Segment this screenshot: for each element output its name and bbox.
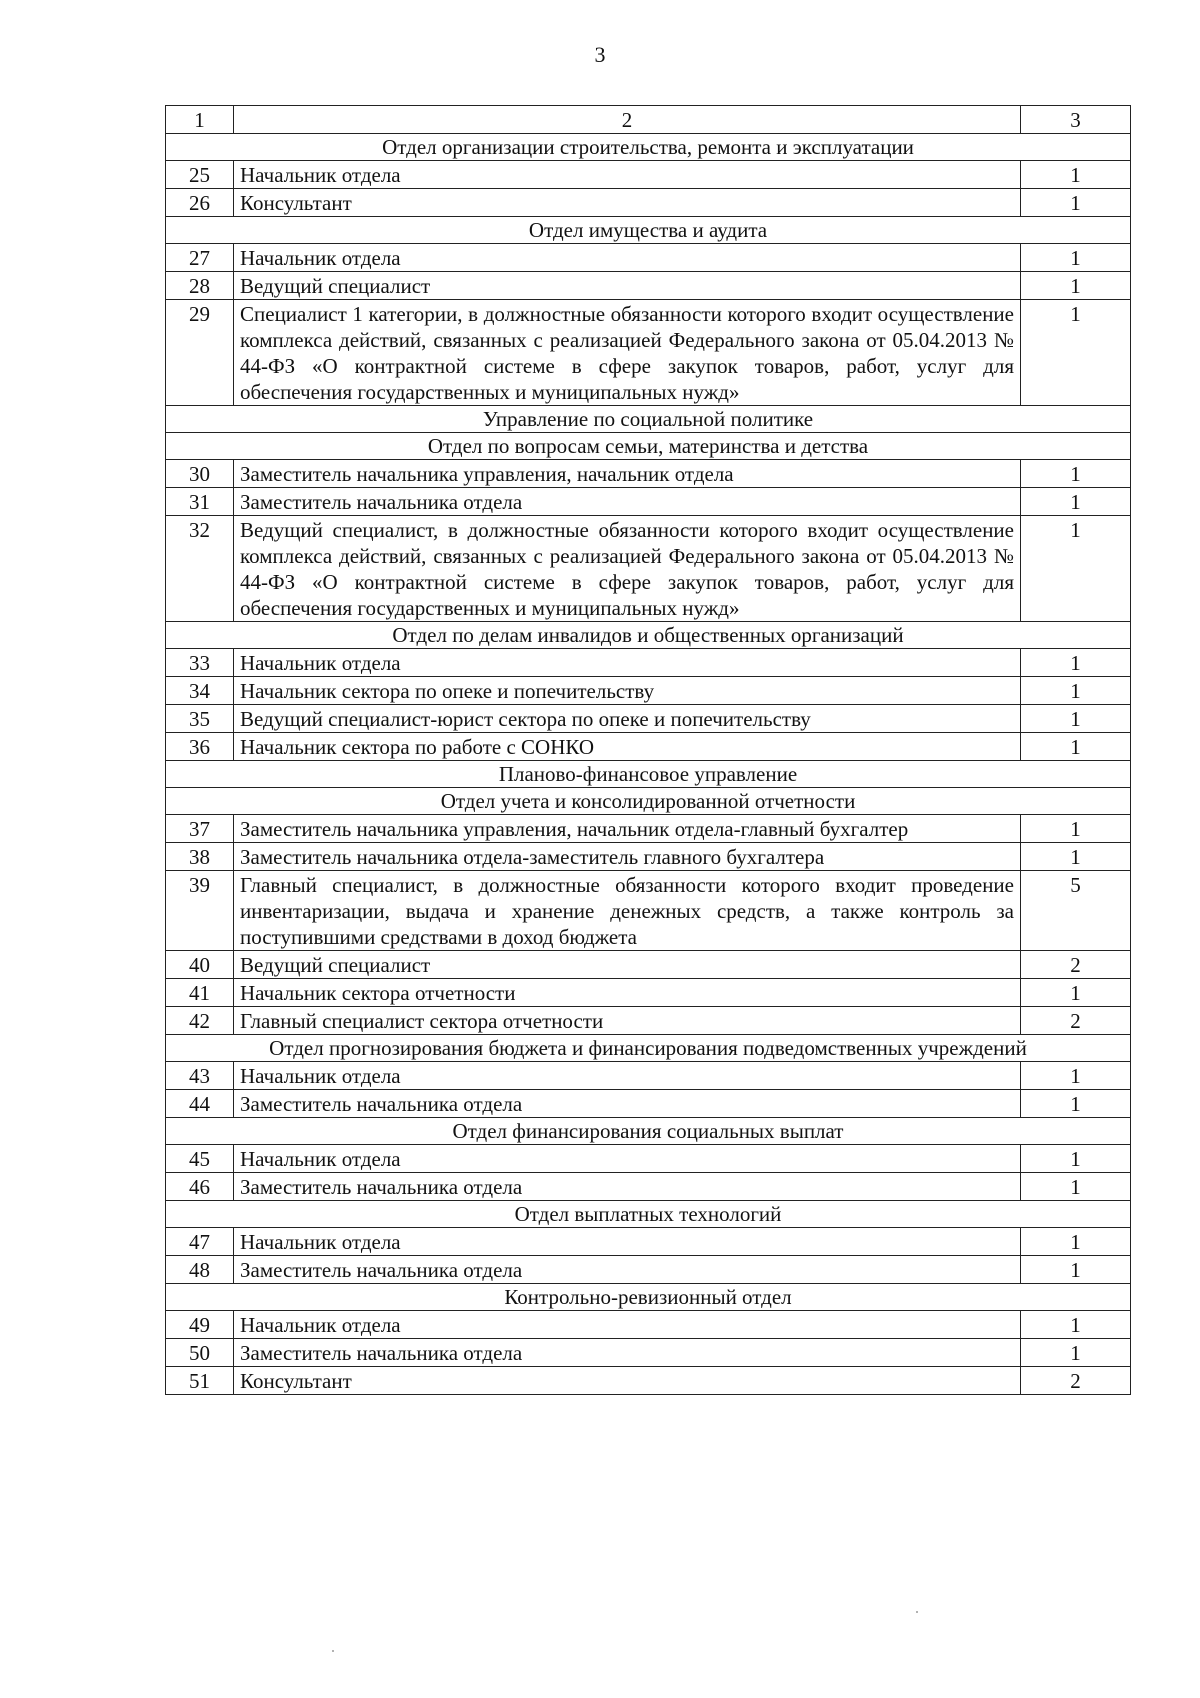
position-row	[166, 871, 1131, 951]
position-row	[166, 951, 1131, 979]
position-row	[166, 1145, 1131, 1173]
position-count: 1	[1021, 300, 1131, 406]
position-count: 1	[1021, 460, 1131, 488]
position-row	[166, 488, 1131, 516]
position-count: 1	[1021, 1090, 1131, 1118]
section-header-row	[166, 1118, 1131, 1145]
position-row	[166, 516, 1131, 622]
position-count: 1	[1021, 488, 1131, 516]
section-header-row	[166, 761, 1131, 788]
header-col-number: 1	[166, 106, 234, 134]
row-number: 51	[166, 1367, 234, 1395]
section-title: Отдел по делам инвалидов и общественных организаций	[166, 622, 1131, 649]
row-number: 28	[166, 272, 234, 300]
table-body	[166, 106, 1131, 1395]
position-title: Начальник отдела	[234, 1062, 1021, 1090]
row-number: 33	[166, 649, 234, 677]
row-number: 40	[166, 951, 234, 979]
section-title: Отдел выплатных технологий	[166, 1201, 1131, 1228]
page-number: 3	[594, 42, 606, 67]
position-title: Заместитель начальника отдела	[234, 488, 1021, 516]
position-title: Заместитель начальника отдела	[234, 1339, 1021, 1367]
position-row	[166, 1062, 1131, 1090]
row-number: 31	[166, 488, 234, 516]
section-header-row	[166, 1284, 1131, 1311]
position-row	[166, 189, 1131, 217]
section-header-row	[166, 406, 1131, 433]
position-title: Заместитель начальника отдела-заместитель главного бухгалтера	[234, 843, 1021, 871]
header-col-title: 2	[234, 106, 1021, 134]
row-number: 46	[166, 1173, 234, 1201]
position-count: 1	[1021, 1062, 1131, 1090]
position-count: 1	[1021, 244, 1131, 272]
position-count: 1	[1021, 1339, 1131, 1367]
section-title: Отдел по вопросам семьи, материнства и детства	[166, 433, 1131, 460]
position-count: 1	[1021, 161, 1131, 189]
section-title: Отдел организации строительства, ремонта и эксплуатации	[166, 134, 1131, 161]
section-title: Планово-финансовое управление	[166, 761, 1131, 788]
section-header-row	[166, 622, 1131, 649]
position-title: Начальник отдела	[234, 649, 1021, 677]
position-row	[166, 272, 1131, 300]
position-row	[166, 649, 1131, 677]
position-title: Начальник отдела	[234, 1228, 1021, 1256]
position-count: 1	[1021, 516, 1131, 622]
position-row	[166, 677, 1131, 705]
position-title: Специалист 1 категории, в должностные обязанности которого входит осуществление комплекса действий, связанных с реализацией Федерального закона от 05.04.2013 № 44-ФЗ «О контрактной системе в сфере закупок товаров, работ, услуг для обеспечения государственных и муниципальных нужд»	[234, 300, 1021, 406]
position-count: 1	[1021, 189, 1131, 217]
section-header-row	[166, 134, 1131, 161]
row-number: 25	[166, 161, 234, 189]
section-header-row	[166, 1201, 1131, 1228]
position-count: 1	[1021, 272, 1131, 300]
row-number: 26	[166, 189, 234, 217]
position-title: Ведущий специалист	[234, 951, 1021, 979]
position-title: Ведущий специалист	[234, 272, 1021, 300]
row-number: 38	[166, 843, 234, 871]
position-row	[166, 1173, 1131, 1201]
row-number: 34	[166, 677, 234, 705]
position-row	[166, 1090, 1131, 1118]
row-number: 37	[166, 815, 234, 843]
header-col-count: 3	[1021, 106, 1131, 134]
section-header-row	[166, 217, 1131, 244]
position-count: 1	[1021, 677, 1131, 705]
position-count: 1	[1021, 979, 1131, 1007]
position-row	[166, 705, 1131, 733]
staff-positions-table	[165, 105, 1131, 1395]
section-title: Контрольно-ревизионный отдел	[166, 1284, 1131, 1311]
row-number: 30	[166, 460, 234, 488]
position-row	[166, 1228, 1131, 1256]
section-title: Отдел финансирования социальных выплат	[166, 1118, 1131, 1145]
section-title: Управление по социальной политике	[166, 406, 1131, 433]
position-count: 1	[1021, 733, 1131, 761]
position-title: Начальник сектора отчетности	[234, 979, 1021, 1007]
section-title: Отдел учета и консолидированной отчетности	[166, 788, 1131, 815]
position-row	[166, 979, 1131, 1007]
row-number: 47	[166, 1228, 234, 1256]
position-row	[166, 1256, 1131, 1284]
position-title: Начальник отдела	[234, 1311, 1021, 1339]
row-number: 36	[166, 733, 234, 761]
section-header-row	[166, 788, 1131, 815]
row-number: 43	[166, 1062, 234, 1090]
position-title: Заместитель начальника управления, начальник отдела	[234, 460, 1021, 488]
position-title: Начальник сектора по опеке и попечительству	[234, 677, 1021, 705]
position-count: 1	[1021, 1256, 1131, 1284]
position-count: 1	[1021, 1145, 1131, 1173]
row-number: 44	[166, 1090, 234, 1118]
position-title: Заместитель начальника отдела	[234, 1173, 1021, 1201]
row-number: 27	[166, 244, 234, 272]
position-title: Ведущий специалист, в должностные обязанности которого входит осуществление комплекса действий, связанных с реализацией Федерального закона от 05.04.2013 № 44-ФЗ «О контрактной системе в сфере закупок товаров, работ, услуг для обеспечения государственных и муниципальных нужд»	[234, 516, 1021, 622]
position-title: Заместитель начальника отдела	[234, 1090, 1021, 1118]
row-number: 48	[166, 1256, 234, 1284]
row-number: 35	[166, 705, 234, 733]
position-title: Консультант	[234, 1367, 1021, 1395]
position-title: Начальник отдела	[234, 161, 1021, 189]
position-title: Начальник сектора по работе с СОНКО	[234, 733, 1021, 761]
position-row	[166, 300, 1131, 406]
section-header-row	[166, 433, 1131, 460]
position-count: 1	[1021, 843, 1131, 871]
row-number: 32	[166, 516, 234, 622]
position-row	[166, 1311, 1131, 1339]
position-title: Главный специалист сектора отчетности	[234, 1007, 1021, 1035]
position-row	[166, 815, 1131, 843]
position-count: 1	[1021, 705, 1131, 733]
position-row	[166, 161, 1131, 189]
position-row	[166, 1339, 1131, 1367]
position-title: Заместитель начальника отдела	[234, 1256, 1021, 1284]
position-row	[166, 460, 1131, 488]
position-count: 1	[1021, 1173, 1131, 1201]
position-count: 1	[1021, 649, 1131, 677]
row-number: 41	[166, 979, 234, 1007]
position-count: 1	[1021, 1228, 1131, 1256]
row-number: 39	[166, 871, 234, 951]
position-count: 2	[1021, 1367, 1131, 1395]
position-row	[166, 1367, 1131, 1395]
position-title: Консультант	[234, 189, 1021, 217]
position-row	[166, 733, 1131, 761]
position-title: Заместитель начальника управления, начальник отдела-главный бухгалтер	[234, 815, 1021, 843]
section-header-row	[166, 1035, 1131, 1062]
table-header-row	[166, 106, 1131, 134]
position-title: Начальник отдела	[234, 1145, 1021, 1173]
scan-speck	[916, 1611, 918, 1613]
section-title: Отдел имущества и аудита	[166, 217, 1131, 244]
position-count: 2	[1021, 1007, 1131, 1035]
row-number: 45	[166, 1145, 234, 1173]
section-title: Отдел прогнозирования бюджета и финансирования подведомственных учреждений	[166, 1035, 1131, 1062]
row-number: 50	[166, 1339, 234, 1367]
position-count: 2	[1021, 951, 1131, 979]
position-title: Ведущий специалист-юрист сектора по опеке и попечительству	[234, 705, 1021, 733]
position-count: 1	[1021, 1311, 1131, 1339]
position-count: 1	[1021, 815, 1131, 843]
position-row	[166, 843, 1131, 871]
position-title: Начальник отдела	[234, 244, 1021, 272]
row-number: 49	[166, 1311, 234, 1339]
position-title: Главный специалист, в должностные обязанности которого входит проведение инвентаризации, выдача и хранение денежных средств, а также контроль за поступившими средствами в доход бюджета	[234, 871, 1021, 951]
position-count: 5	[1021, 871, 1131, 951]
position-row	[166, 1007, 1131, 1035]
position-row	[166, 244, 1131, 272]
row-number: 29	[166, 300, 234, 406]
scan-speck	[332, 1650, 334, 1652]
row-number: 42	[166, 1007, 234, 1035]
